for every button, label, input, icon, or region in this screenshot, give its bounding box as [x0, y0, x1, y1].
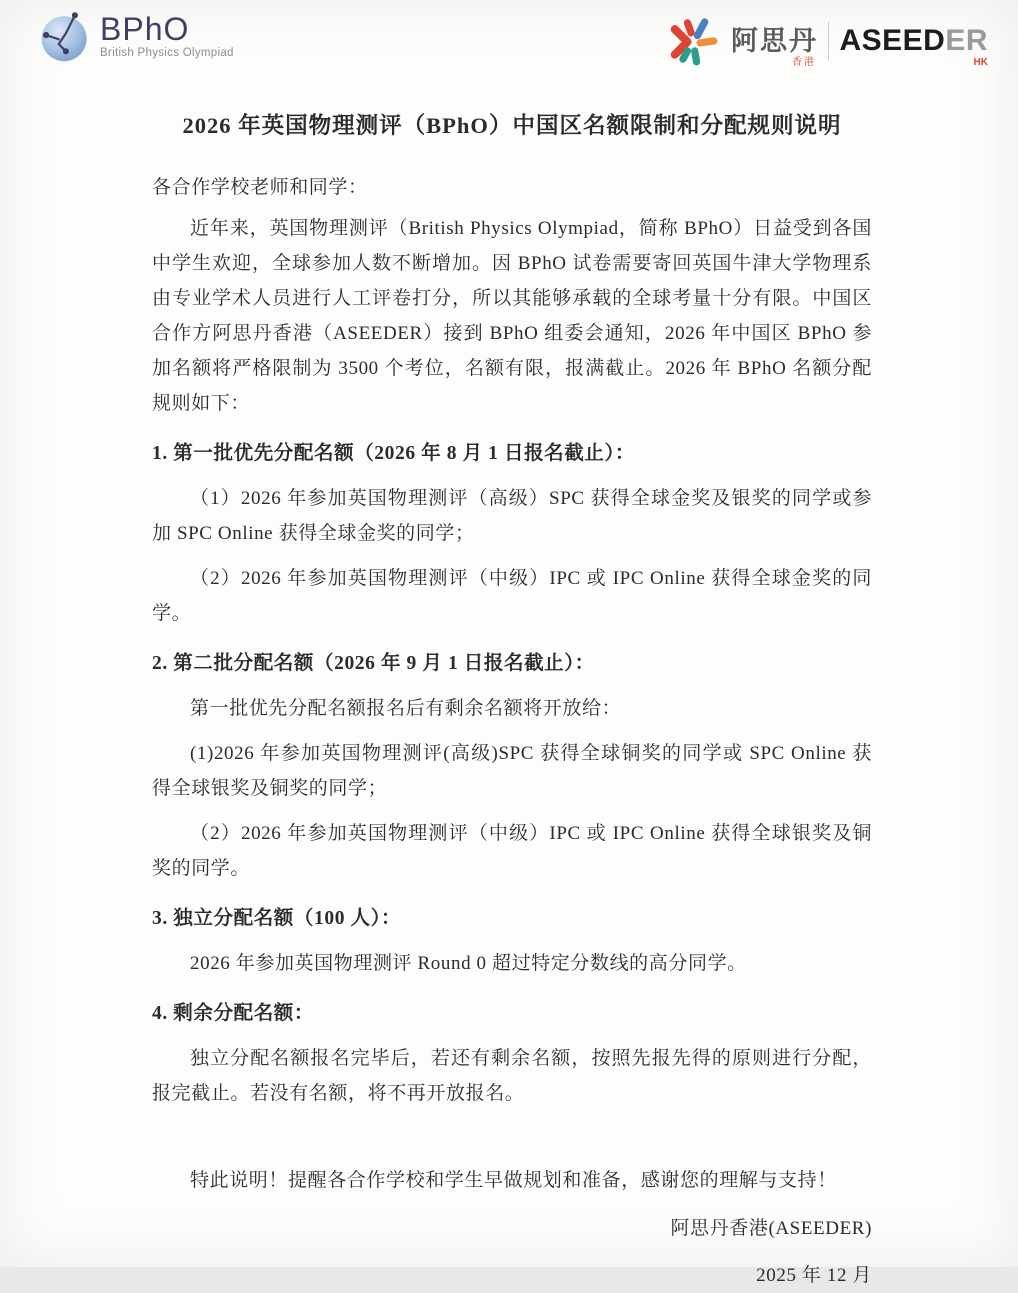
aseeder-cn-hk-label: 香港: [791, 56, 816, 68]
aseeder-en-block: [839, 24, 988, 68]
letter-body: [152, 108, 872, 1293]
bpho-logo: [38, 8, 234, 64]
aseeder-cn-block: [730, 25, 818, 68]
section-1-item-1: （1）2026 年参加英国物理测评（高级）SPC 获得全球金奖及银奖的同学或参加 SPC Online 获得全球金奖的同学；: [152, 488, 872, 544]
aseeder-en-name-gray: ER: [945, 24, 988, 57]
section-1-heading: 1. 第一批优先分配名额（2026 年 8 月 1 日报名截止）：: [152, 443, 635, 464]
letterhead: [38, 8, 988, 72]
bpho-logo-text: [100, 10, 234, 60]
aseeder-star-icon: [663, 12, 721, 70]
aseeder-cn-name: 阿思丹: [730, 25, 818, 56]
aseeder-hk-label: HK: [973, 57, 988, 68]
section-3-item-1: 2026 年参加英国物理测评 Round 0 超过特定分数线的高分同学。: [190, 953, 747, 974]
page-title: 2026 年英国物理测评（BPhO）中国区名额限制和分配规则说明: [182, 113, 842, 138]
salutation: 各合作学校老师和同学：: [152, 177, 368, 198]
aseeder-logo: [663, 8, 988, 70]
section-2-heading: 2. 第二批分配名额（2026 年 9 月 1 日报名截止）：: [152, 653, 595, 674]
section-2-item-2: （2）2026 年参加英国物理测评（中级）IPC 或 IPC Online 获得全球银奖及铜奖的同学。: [152, 823, 872, 879]
section-4-heading: 4. 剩余分配名额：: [152, 1003, 315, 1024]
section-2-item-1: (1)2026 年参加英国物理测评(高级)SPC 获得全球铜奖的同学或 SPC Online 获得全球银奖及铜奖的同学；: [152, 743, 872, 799]
bpho-logo-subtitle: British Physics Olympiad: [100, 46, 234, 59]
bpho-globe-icon: [38, 8, 92, 64]
signature: 阿思丹香港(ASEEDER): [670, 1218, 872, 1239]
section-3-heading: 3. 独立分配名额（100 人）：: [152, 908, 402, 929]
logo-divider: [828, 22, 830, 60]
intro-paragraph: 近年来，英国物理测评（British Physics Olympiad，简称 BPhO）日益受到各国中学生欢迎，全球参加人数不断增加。因 BPhO 试卷需要寄回英国牛津大学物理系由专业学术人员进行人工评卷打分，所以其能够承载的全球考量十分有限。中国区合作方阿思丹香港（ASEEDER）接到 BPhO 组委会通知，2026 年中国区 BPhO 参加名额将严格限制为 3500 个考位，名额有限，报满截止。2026 年 BPhO 名额分配规则如下：: [152, 218, 872, 414]
date: 2025 年 12 月: [756, 1265, 872, 1286]
section-4-item-1: 独立分配名额报名完毕后，若还有剩余名额，按照先报先得的原则进行分配，报完截止。若没有名额，将不再开放报名。: [152, 1048, 872, 1104]
section-2-lead: 第一批优先分配名额报名后有剩余名额将开放给：: [190, 698, 622, 719]
closing-statement: 特此说明！提醒各合作学校和学生早做规划和准备，感谢您的理解与支持！: [190, 1170, 837, 1191]
aseeder-en-name: ASEED: [839, 24, 946, 57]
section-1-item-2: （2）2026 年参加英国物理测评（中级）IPC 或 IPC Online 获得全球金奖的同学。: [152, 568, 872, 624]
bpho-logo-name: BPhO: [100, 10, 190, 47]
